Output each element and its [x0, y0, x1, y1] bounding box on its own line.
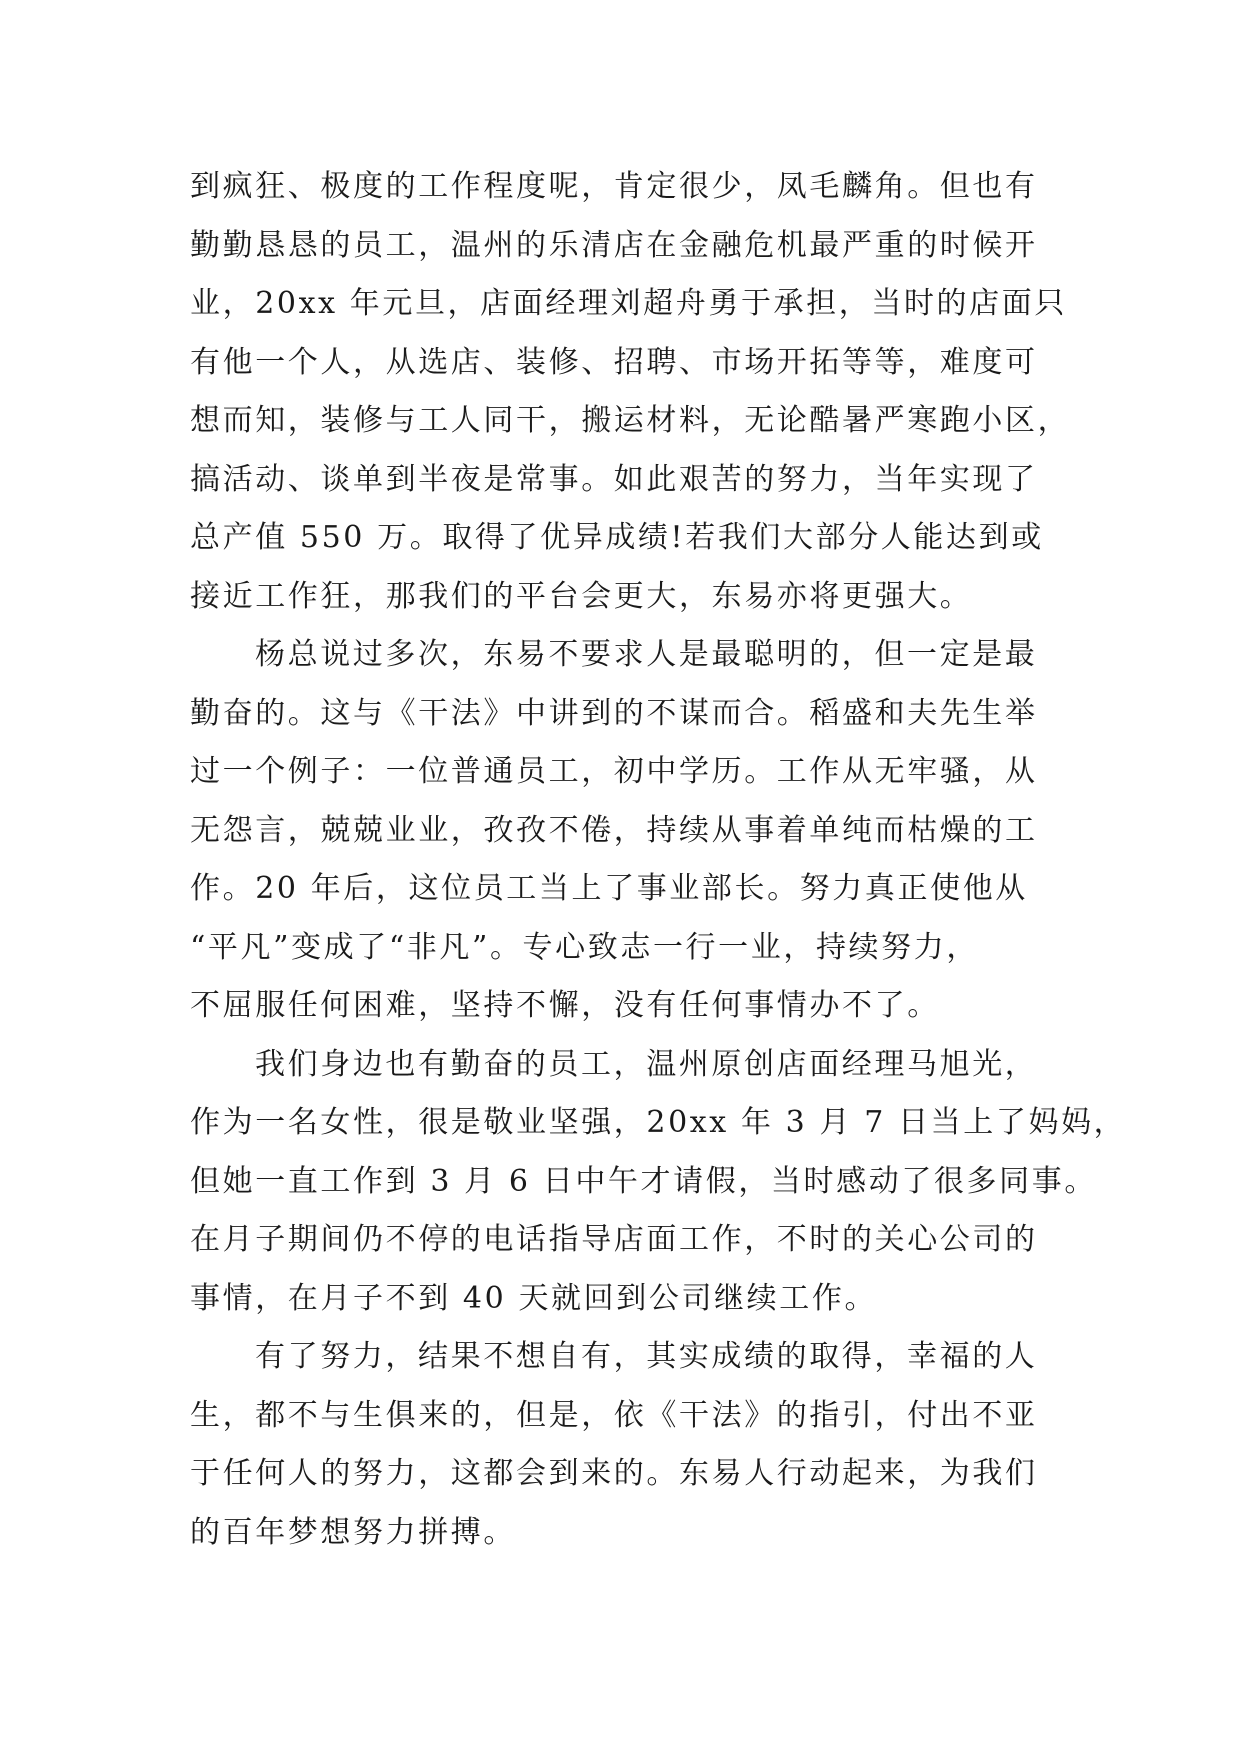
text-line: 搞活动、谈单到半夜是常事。如此艰苦的努力，当年实现了 [190, 461, 1038, 497]
text-line: 事情，在月子不到 40 天就回到公司继续工作。 [190, 1280, 878, 1316]
paragraph-1 [190, 158, 1071, 626]
text-line: 勤勤恳恳的员工，温州的乐清店在金融危机最严重的时候开 [190, 227, 1038, 263]
text-line: 有了努力，结果不想自有，其实成绩的取得，幸福的人 [255, 1339, 1038, 1374]
text-line: 有他一个人，从选店、装修、招聘、市场开拓等等，难度可 [190, 344, 1038, 380]
text-line: 于任何人的努力，这都会到来的。东易人行动起来，为我们 [190, 1456, 1038, 1491]
text-line: 无怨言，兢兢业业，孜孜不倦，持续从事着单纯而枯燥的工 [190, 812, 1038, 848]
paragraph-3 [190, 1036, 1127, 1329]
text-line: 勤奋的。这与《干法》中讲到的不谋而合。稻盛和夫先生举 [190, 695, 1038, 731]
text-line: “平凡”变成了“非凡”。专心致志一行一业，持续努力， [190, 929, 979, 965]
text-line: 作。20 年后，这位员工当上了事业部长。努力真正使他从 [190, 871, 1028, 906]
text-line: 不屈服任何困难，坚持不懈，没有任何事情办不了。 [190, 988, 940, 1023]
text-line: 在月子期间仍不停的电话指导店面工作，不时的关心公司的 [190, 1222, 1038, 1257]
text-line: 生，都不与生俱来的，但是，依《干法》的指引，付出不亚 [190, 1397, 1038, 1433]
text-line: 接近工作狂，那我们的平台会更大，东易亦将更强大。 [190, 578, 973, 614]
text-line: 总产值 550 万。取得了优异成绩!若我们大部分人能达到或 [190, 520, 1044, 555]
text-line: 到疯狂、极度的工作程度呢，肯定很少，凤毛麟角。但也有 [190, 169, 1038, 204]
text-line: 杨总说过多次，东易不要求人是最聪明的，但一定是最 [255, 637, 1038, 672]
text-line: 想而知，装修与工人同干，搬运材料，无论酷暑严寒跑小区， [190, 403, 1071, 438]
text-line: 业，20xx 年元旦，店面经理刘超舟勇于承担，当时的店面只 [190, 286, 1067, 321]
text-line: 我们身边也有勤奋的员工，温州原创店面经理马旭光， [255, 1046, 1038, 1082]
text-line: 过一个例子：一位普通员工，初中学历。工作从无牢骚，从 [190, 754, 1038, 789]
text-line: 作为一名女性，很是敬业坚强，20xx 年 3 月 7 日当上了妈妈， [190, 1105, 1127, 1140]
document-body [190, 158, 1127, 1562]
paragraph-4 [190, 1328, 1065, 1562]
text-line: 但她一直工作到 3 月 6 日中午才请假，当时感动了很多同事。 [190, 1163, 1097, 1199]
paragraph-2 [190, 626, 1065, 1036]
text-line: 的百年梦想努力拼搏。 [190, 1514, 516, 1550]
